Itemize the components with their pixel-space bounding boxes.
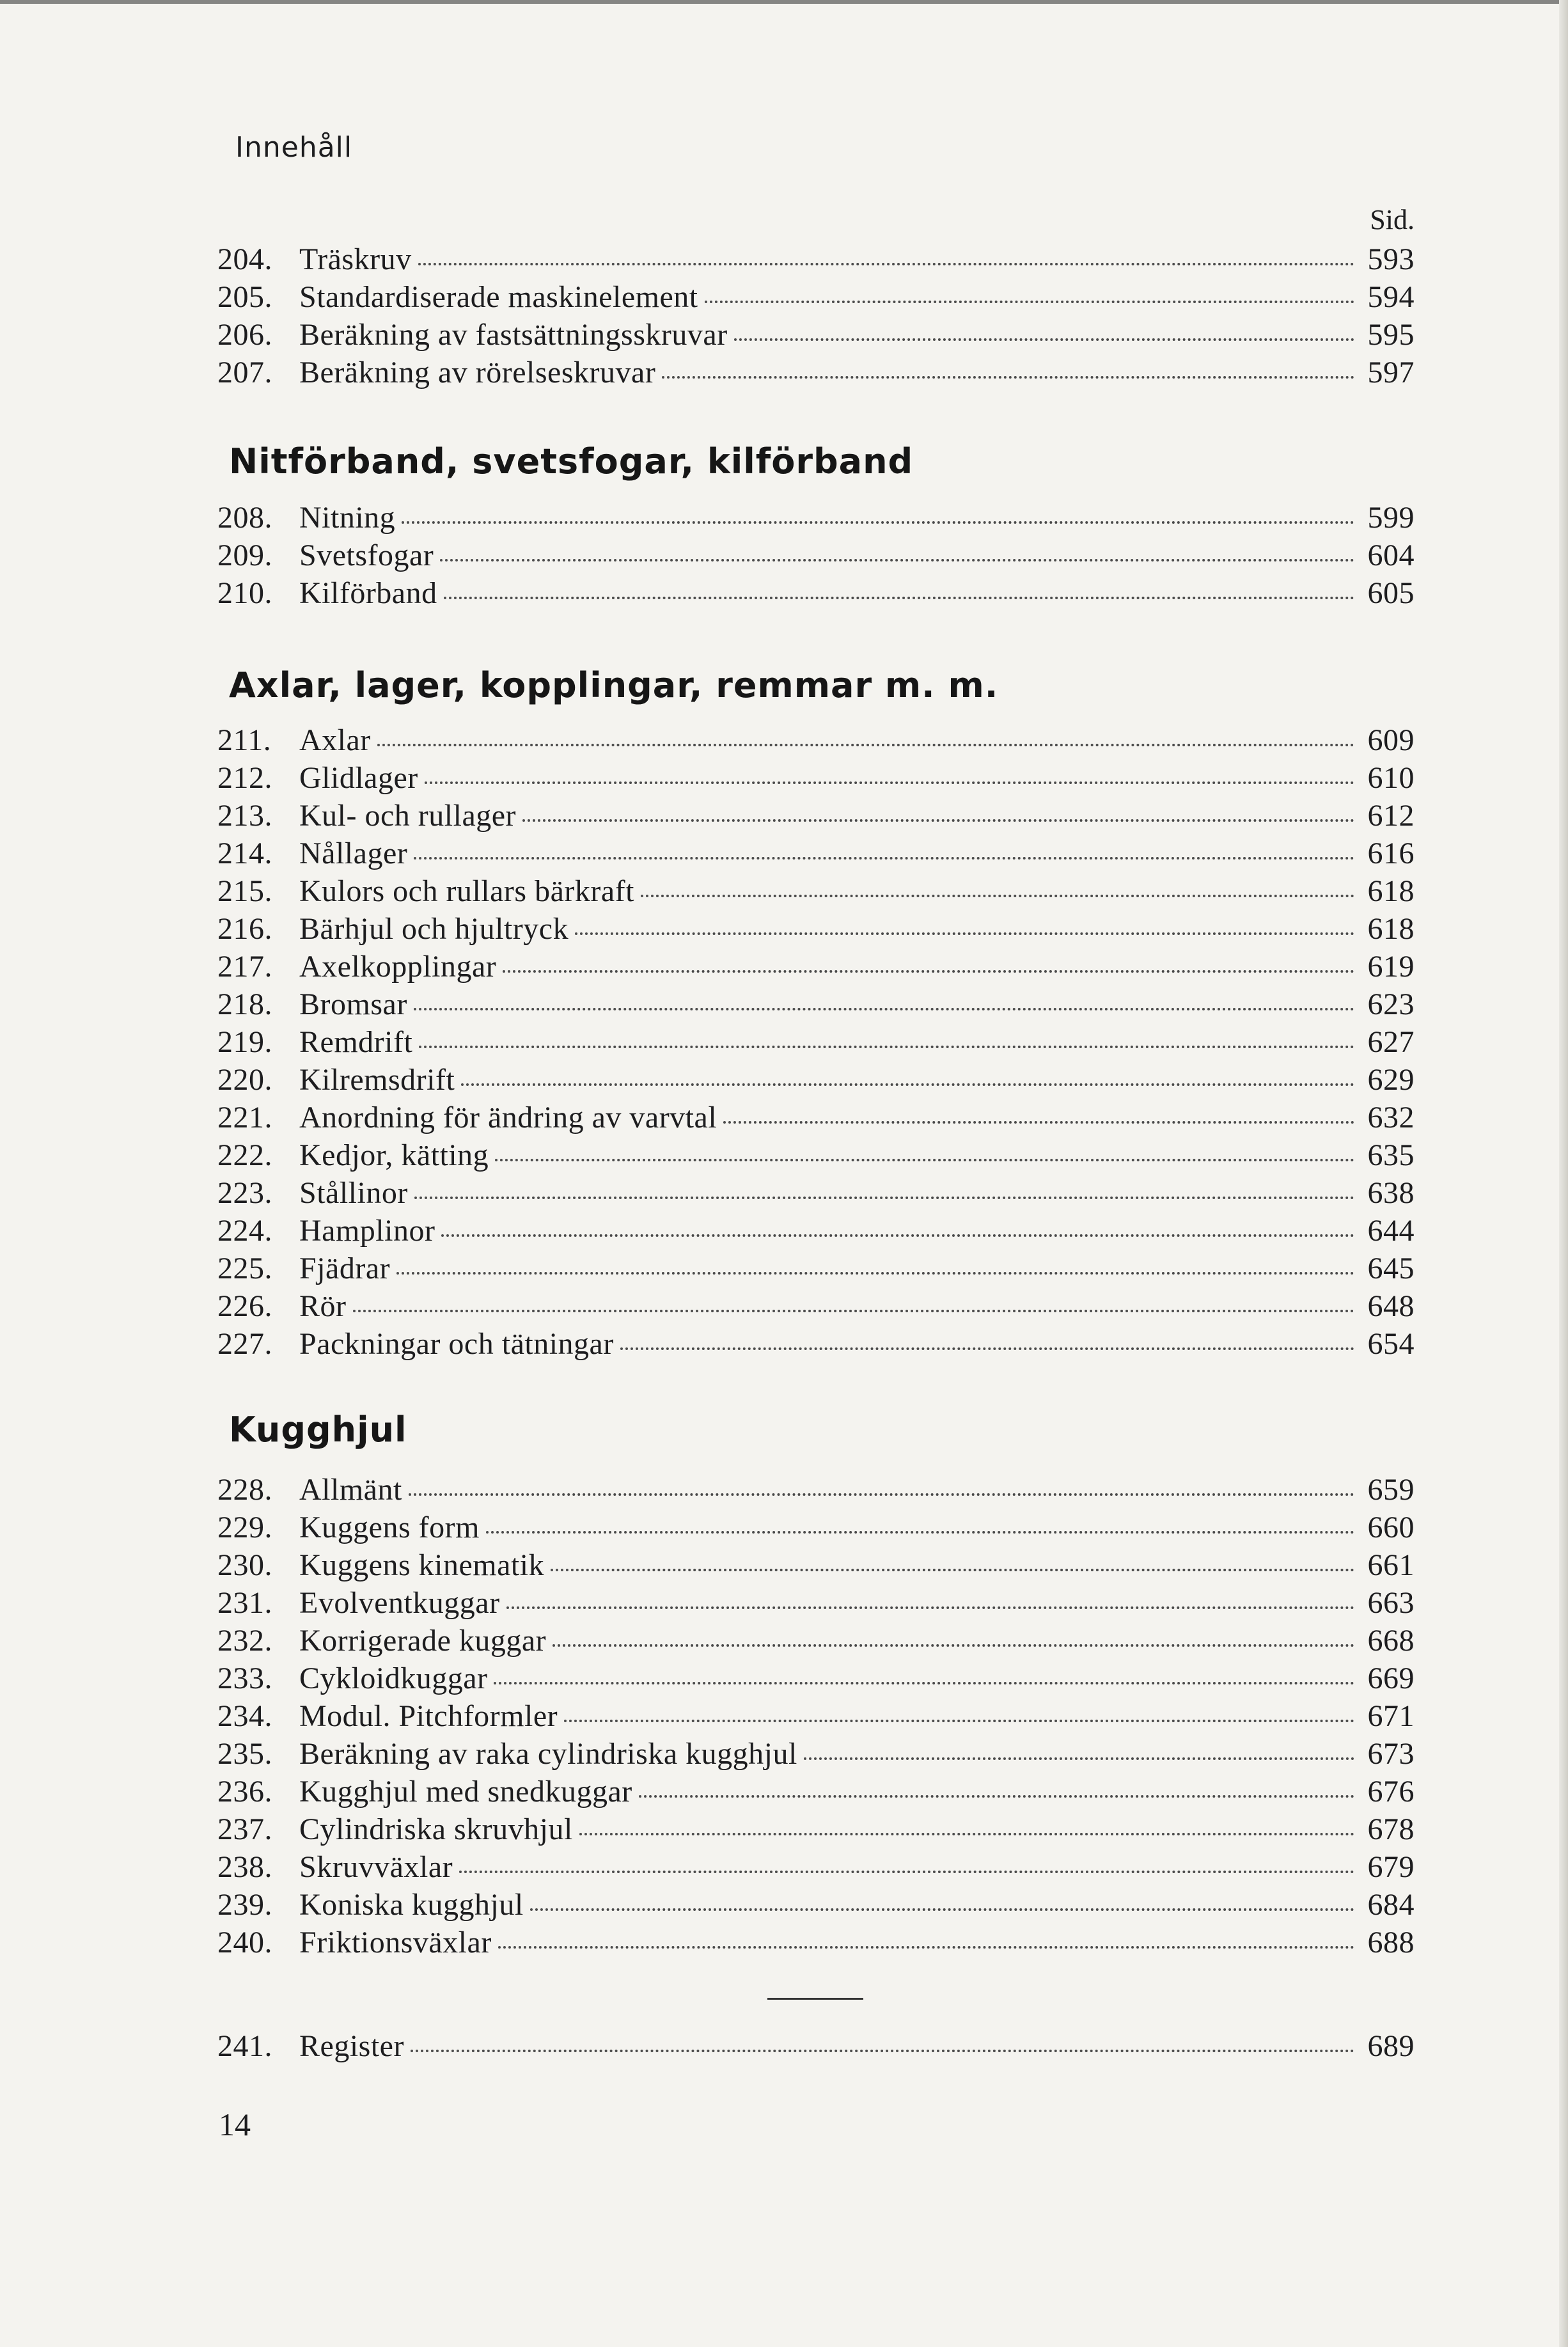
entry-page: 654 xyxy=(1367,1327,1415,1361)
toc-entry xyxy=(217,1024,1415,1062)
entry-title: Hamplinor xyxy=(299,1214,435,1248)
dot-leader xyxy=(553,1638,1354,1647)
toc-entry xyxy=(217,949,1415,987)
toc-entry xyxy=(217,836,1415,874)
entry-page: 593 xyxy=(1367,242,1415,276)
entry-page: 648 xyxy=(1367,1289,1415,1323)
toc-entry xyxy=(217,760,1415,798)
entry-title: Modul. Pitchformler xyxy=(299,1699,558,1733)
page-folio: 14 xyxy=(219,2107,251,2142)
entry-page: 659 xyxy=(1367,1473,1415,1507)
toc-entry xyxy=(217,1100,1415,1138)
entry-title: Beräkning av raka cylindriska kugghjul xyxy=(299,1737,797,1771)
toc-entry xyxy=(217,1251,1415,1289)
entry-number: 214. xyxy=(217,836,272,870)
toc-entry xyxy=(217,1472,1415,1510)
entry-title: Bärhjul och hjultryck xyxy=(299,912,569,946)
entry-page: 627 xyxy=(1367,1025,1415,1059)
dot-leader xyxy=(440,553,1354,561)
entry-number: 230. xyxy=(217,1548,272,1582)
toc-group-2 xyxy=(217,723,1415,1364)
entry-page: 605 xyxy=(1367,576,1415,610)
toc-entry xyxy=(217,279,1415,317)
dot-leader xyxy=(414,1001,1354,1010)
entry-page: 632 xyxy=(1367,1101,1415,1134)
entry-page: 679 xyxy=(1367,1850,1415,1884)
toc-entry xyxy=(217,1510,1415,1548)
toc-group-1 xyxy=(217,500,1415,613)
entry-title: Rör xyxy=(299,1289,347,1323)
entry-number: 234. xyxy=(217,1699,272,1733)
dot-leader xyxy=(530,1902,1354,1911)
entry-page: 638 xyxy=(1367,1176,1415,1210)
entry-number: 233. xyxy=(217,1661,272,1695)
entry-number: 208. xyxy=(217,501,272,535)
entry-page: 688 xyxy=(1367,1926,1415,1959)
dot-leader xyxy=(441,1228,1354,1237)
entry-page: 660 xyxy=(1367,1511,1415,1544)
entry-number: 224. xyxy=(217,1214,272,1248)
dot-leader xyxy=(495,1152,1354,1161)
entry-title: Kuggens kinematik xyxy=(299,1548,545,1582)
entry-number: 204. xyxy=(217,242,272,276)
entry-title: Packningar och tätningar xyxy=(299,1327,614,1361)
dot-leader xyxy=(425,775,1354,784)
entry-number: 219. xyxy=(217,1025,272,1059)
entry-title: Kuggens form xyxy=(299,1511,480,1544)
toc-entry xyxy=(217,1623,1415,1661)
entry-title: Kedjor, kätting xyxy=(299,1138,489,1172)
dot-leader xyxy=(414,1190,1354,1199)
entry-title: Allmänt xyxy=(299,1473,402,1507)
dot-leader xyxy=(353,1303,1355,1312)
toc-entry xyxy=(217,1774,1415,1812)
entry-number: 237. xyxy=(217,1812,272,1846)
entry-title: Kulors och rullars bärkraft xyxy=(299,874,634,908)
dot-leader xyxy=(662,370,1354,379)
entry-title: Stållinor xyxy=(299,1176,408,1210)
entry-page: 661 xyxy=(1367,1548,1415,1582)
dot-leader xyxy=(498,1940,1354,1949)
entry-title: Bromsar xyxy=(299,987,407,1021)
entry-title: Kul- och rullager xyxy=(299,799,517,833)
toc-entry xyxy=(217,1548,1415,1585)
entry-number: 238. xyxy=(217,1850,272,1884)
toc-entry xyxy=(217,242,1415,279)
toc-entry xyxy=(217,874,1415,911)
dot-leader xyxy=(564,1713,1354,1722)
section-heading: Kugghjul xyxy=(229,1409,407,1450)
entry-number: 209. xyxy=(217,538,272,572)
toc-entry xyxy=(217,1175,1415,1213)
dot-leader xyxy=(377,737,1354,746)
entry-number: 236. xyxy=(217,1775,272,1809)
dot-leader xyxy=(414,851,1354,860)
toc-group-0 xyxy=(217,242,1415,393)
entry-title: Axlar xyxy=(299,723,371,757)
entry-page: 689 xyxy=(1367,2029,1415,2063)
entry-page: 619 xyxy=(1367,950,1415,984)
entry-number: 240. xyxy=(217,1926,272,1959)
entry-title: Glidlager xyxy=(299,761,418,795)
entry-title: Svetsfogar xyxy=(299,538,434,572)
dot-leader xyxy=(522,813,1354,822)
dot-leader xyxy=(804,1751,1354,1760)
dot-leader xyxy=(705,294,1354,303)
toc-entry xyxy=(217,1289,1415,1326)
entry-number: 235. xyxy=(217,1737,272,1771)
entry-number: 207. xyxy=(217,356,272,389)
page-column-header: Sid. xyxy=(1370,204,1415,235)
dot-leader xyxy=(503,964,1354,973)
entry-title: Kilremsdrift xyxy=(299,1063,455,1097)
dot-leader xyxy=(494,1676,1354,1684)
toc-entry xyxy=(217,1925,1415,1963)
toc-entry xyxy=(217,1661,1415,1699)
entry-page: 668 xyxy=(1367,1624,1415,1658)
dot-leader xyxy=(575,926,1354,935)
entry-number: 220. xyxy=(217,1063,272,1097)
toc-entry xyxy=(217,1585,1415,1623)
entry-number: 239. xyxy=(217,1888,272,1922)
entry-number: 216. xyxy=(217,912,272,946)
dot-leader xyxy=(734,332,1354,341)
toc-entry xyxy=(217,538,1415,576)
section-heading: Axlar, lager, kopplingar, remmar m. m. xyxy=(229,665,999,705)
dot-leader xyxy=(419,1039,1354,1048)
toc-entry xyxy=(217,1849,1415,1887)
dot-leader xyxy=(723,1115,1354,1124)
dot-leader xyxy=(396,1266,1354,1275)
entry-number: 229. xyxy=(217,1511,272,1544)
page-right-edge xyxy=(1559,0,1568,2347)
entry-title: Axelkopplingar xyxy=(299,950,497,984)
entry-page: 673 xyxy=(1367,1737,1415,1771)
entry-number: 227. xyxy=(217,1327,272,1361)
dot-leader xyxy=(639,1789,1354,1798)
entry-page: 618 xyxy=(1367,874,1415,908)
dot-leader xyxy=(418,256,1354,265)
entry-title: Friktionsväxlar xyxy=(299,1926,492,1959)
entry-page: 599 xyxy=(1367,501,1415,535)
toc-entry xyxy=(217,1326,1415,1364)
entry-title: Evolventkuggar xyxy=(299,1586,500,1620)
entry-title: Träskruv xyxy=(299,242,412,276)
entry-page: 645 xyxy=(1367,1252,1415,1285)
dot-leader xyxy=(620,1341,1354,1350)
dot-leader xyxy=(486,1525,1354,1534)
entry-title: Cykloidkuggar xyxy=(299,1661,488,1695)
entry-title: Register xyxy=(299,2029,404,2063)
entry-page: 612 xyxy=(1367,799,1415,833)
toc-entry xyxy=(217,1699,1415,1736)
entry-number: 217. xyxy=(217,950,272,984)
toc-entry xyxy=(217,723,1415,760)
entry-number: 232. xyxy=(217,1624,272,1658)
toc-entry xyxy=(217,576,1415,613)
entry-number: 213. xyxy=(217,799,272,833)
dot-leader xyxy=(459,1864,1354,1873)
entry-page: 671 xyxy=(1367,1699,1415,1733)
entry-page: 604 xyxy=(1367,538,1415,572)
entry-number: 205. xyxy=(217,280,272,314)
entry-title: Cylindriska skruvhjul xyxy=(299,1812,573,1846)
entry-title: Beräkning av rörelseskruvar xyxy=(299,356,656,389)
running-head: Innehåll xyxy=(235,131,353,164)
dot-leader xyxy=(641,888,1354,897)
dot-leader xyxy=(411,2043,1354,2052)
toc-group-3 xyxy=(217,1472,1415,1963)
entry-title: Standardiserade maskinelement xyxy=(299,280,698,314)
entry-title: Kilförband xyxy=(299,576,437,610)
entry-title: Korrigerade kuggar xyxy=(299,1624,547,1658)
toc-entry xyxy=(217,317,1415,355)
dot-leader xyxy=(551,1562,1354,1571)
dot-leader xyxy=(409,1487,1354,1496)
entry-page: 635 xyxy=(1367,1138,1415,1172)
separator-rule xyxy=(767,1998,863,2000)
entry-number: 206. xyxy=(217,318,272,352)
entry-page: 663 xyxy=(1367,1586,1415,1620)
entry-number: 241. xyxy=(217,2029,272,2063)
entry-number: 210. xyxy=(217,576,272,610)
entry-number: 215. xyxy=(217,874,272,908)
entry-page: 644 xyxy=(1367,1214,1415,1248)
entry-page: 676 xyxy=(1367,1775,1415,1809)
entry-title: Fjädrar xyxy=(299,1252,391,1285)
toc-entry xyxy=(217,500,1415,538)
entry-title: Beräkning av fastsättningsskruvar xyxy=(299,318,728,352)
dot-leader xyxy=(506,1600,1354,1609)
section-heading: Nitförband, svetsfogar, kilförband xyxy=(229,441,914,482)
entry-title: Kugghjul med snedkuggar xyxy=(299,1775,632,1809)
toc-entry xyxy=(217,798,1415,836)
toc-entry xyxy=(217,987,1415,1024)
entry-number: 211. xyxy=(217,723,272,757)
entry-page: 669 xyxy=(1367,1661,1415,1695)
toc-entry xyxy=(217,1213,1415,1251)
dot-leader xyxy=(402,515,1354,524)
toc-entry xyxy=(217,1062,1415,1100)
entry-number: 218. xyxy=(217,987,272,1021)
entry-page: 678 xyxy=(1367,1812,1415,1846)
toc-entry xyxy=(217,1138,1415,1175)
entry-number: 222. xyxy=(217,1138,272,1172)
dot-leader xyxy=(444,590,1354,599)
toc-entry xyxy=(217,2029,1415,2066)
entry-number: 226. xyxy=(217,1289,272,1323)
toc-entry xyxy=(217,1887,1415,1925)
entry-page: 623 xyxy=(1367,987,1415,1021)
toc-entry xyxy=(217,1812,1415,1849)
entry-title: Remdrift xyxy=(299,1025,413,1059)
dot-leader xyxy=(579,1826,1354,1835)
entry-number: 212. xyxy=(217,761,272,795)
entry-page: 610 xyxy=(1367,761,1415,795)
dot-leader xyxy=(461,1077,1354,1086)
entry-page: 684 xyxy=(1367,1888,1415,1922)
toc-entry xyxy=(217,1736,1415,1774)
entry-title: Skruvväxlar xyxy=(299,1850,453,1884)
entry-title: Nitning xyxy=(299,501,396,535)
entry-page: 594 xyxy=(1367,280,1415,314)
entry-page: 618 xyxy=(1367,912,1415,946)
toc-group-4 xyxy=(217,2029,1415,2066)
entry-number: 223. xyxy=(217,1176,272,1210)
entry-number: 231. xyxy=(217,1586,272,1620)
toc-entry xyxy=(217,355,1415,393)
entry-page: 629 xyxy=(1367,1063,1415,1097)
entry-number: 221. xyxy=(217,1101,272,1134)
entry-title: Koniska kugghjul xyxy=(299,1888,524,1922)
entry-number: 228. xyxy=(217,1473,272,1507)
entry-page: 595 xyxy=(1367,318,1415,352)
toc-entry xyxy=(217,911,1415,949)
page-top-edge xyxy=(0,0,1568,4)
entry-page: 597 xyxy=(1367,356,1415,389)
entry-page: 609 xyxy=(1367,723,1415,757)
entry-page: 616 xyxy=(1367,836,1415,870)
entry-number: 225. xyxy=(217,1252,272,1285)
entry-title: Anordning för ändring av varvtal xyxy=(299,1101,717,1134)
entry-title: Nållager xyxy=(299,836,408,870)
